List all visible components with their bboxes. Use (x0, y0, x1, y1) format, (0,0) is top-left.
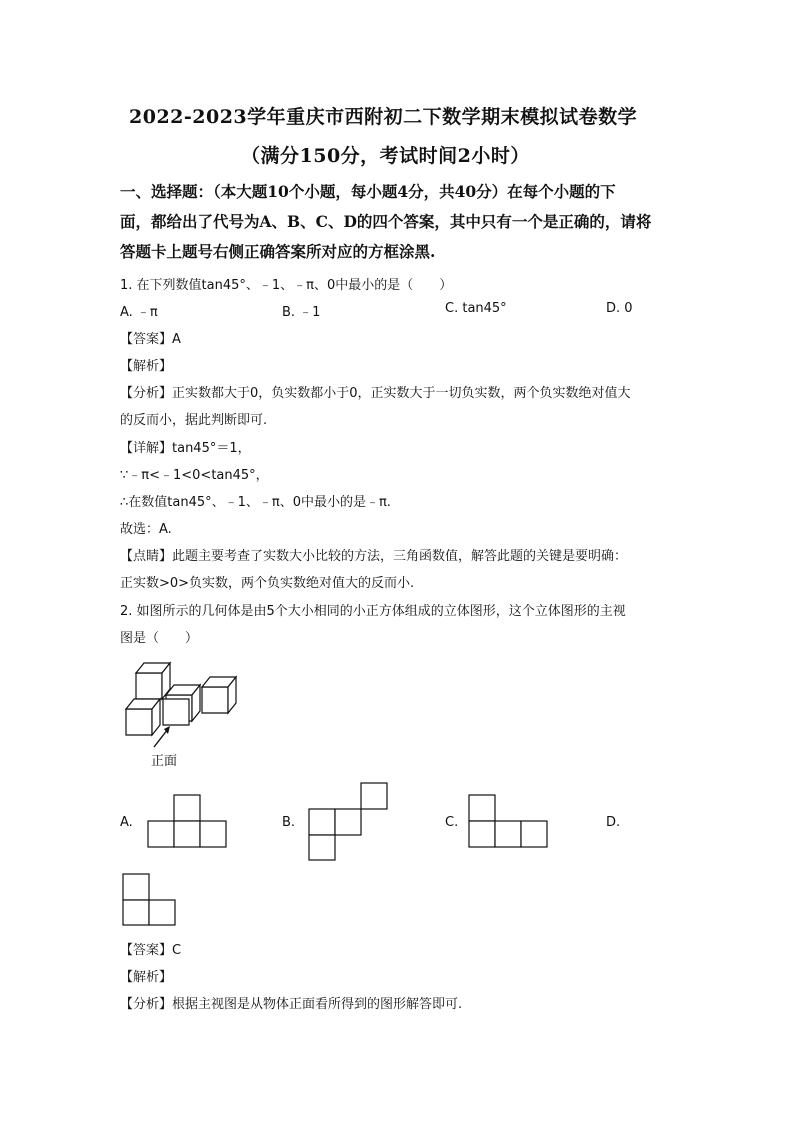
section-intro-line-2: 面，都给出了代号为A、B、C、D的四个答案，其中只有一个是正确的，请将 (120, 212, 652, 231)
q1-option-c: C. tan45° (445, 301, 507, 316)
q1-detail-line-4: 故选：A. (120, 522, 172, 537)
q1-comment-line-1: 【点睛】此题主要考查了实数大小比较的方法，三角函数值，解答此题的关键是要明确： (120, 549, 628, 564)
figure-label-front: 正面 (151, 754, 178, 769)
q2-option-c-label: C. (445, 815, 459, 830)
q1-analysis-head: 【解析】 (120, 359, 173, 374)
q1-answer: 【答案】A (120, 332, 181, 347)
cube-front-second (163, 699, 189, 725)
section-intro-line-1: 一、选择题：（本大题10个小题，每小题4分，共40分）在每个小题的下 (120, 182, 616, 201)
q1-stem: 1. 在下列数值tan45°、﹣1、﹣π、0中最小的是（ ） (120, 278, 453, 293)
q1-option-a: A. ﹣π (120, 305, 158, 320)
q2-option-c-figure (468, 795, 548, 847)
cube-top-left (136, 663, 170, 699)
cube-front-left (126, 699, 160, 735)
q2-option-a-label: A. (120, 815, 133, 830)
cube-back-right (202, 677, 236, 713)
q2-analysis-line-1: 【分析】根据主视图是从物体正面看所得到的图形解答即可. (120, 997, 463, 1012)
q2-stem-line-2: 图是（ ） (120, 631, 199, 646)
cube-figure (120, 655, 250, 745)
section-intro-line-3: 答题卡上题号右侧正确答案所对应的方框涂黑. (120, 242, 436, 261)
q2-option-b-figure (308, 783, 388, 861)
q2-option-a-figure (147, 795, 227, 847)
q1-detail-line-3: ∴在数值tan45°、﹣1、﹣π、0中最小的是﹣π. (120, 495, 391, 510)
q1-option-d: D. 0 (606, 301, 633, 316)
q1-option-b: B. ﹣1 (282, 305, 321, 320)
q2-analysis-head: 【解析】 (120, 970, 173, 985)
q2-option-d-figure (122, 874, 176, 926)
q1-detail-line-2: ∵﹣π<﹣1<0<tan45°， (120, 468, 269, 483)
q2-option-d-label: D. (606, 815, 621, 830)
q1-analysis-line-1: 【分析】正实数都大于0，负实数都小于0，正实数大于一切负实数，两个负实数绝对值大 (120, 386, 631, 401)
q2-option-b-label: B. (282, 815, 296, 830)
q1-analysis-line-2: 的反而小，据此判断即可. (120, 413, 268, 428)
page-title: 2022-2023学年重庆市西附初二下数学期末模拟试卷数学 (129, 106, 638, 128)
front-arrow-icon (154, 729, 168, 747)
q2-stem-line-1: 2. 如图所示的几何体是由5个大小相同的小正方体组成的立体图形，这个立体图形的主视 (120, 604, 626, 619)
q1-comment-line-2: 正实数>0>负实数，两个负实数绝对值大的反而小. (120, 576, 415, 591)
page-subtitle: （满分150分，考试时间2小时） (241, 145, 530, 167)
q1-detail-line-1: 【详解】tan45°＝1， (120, 441, 251, 456)
q2-answer: 【答案】C (120, 943, 182, 958)
